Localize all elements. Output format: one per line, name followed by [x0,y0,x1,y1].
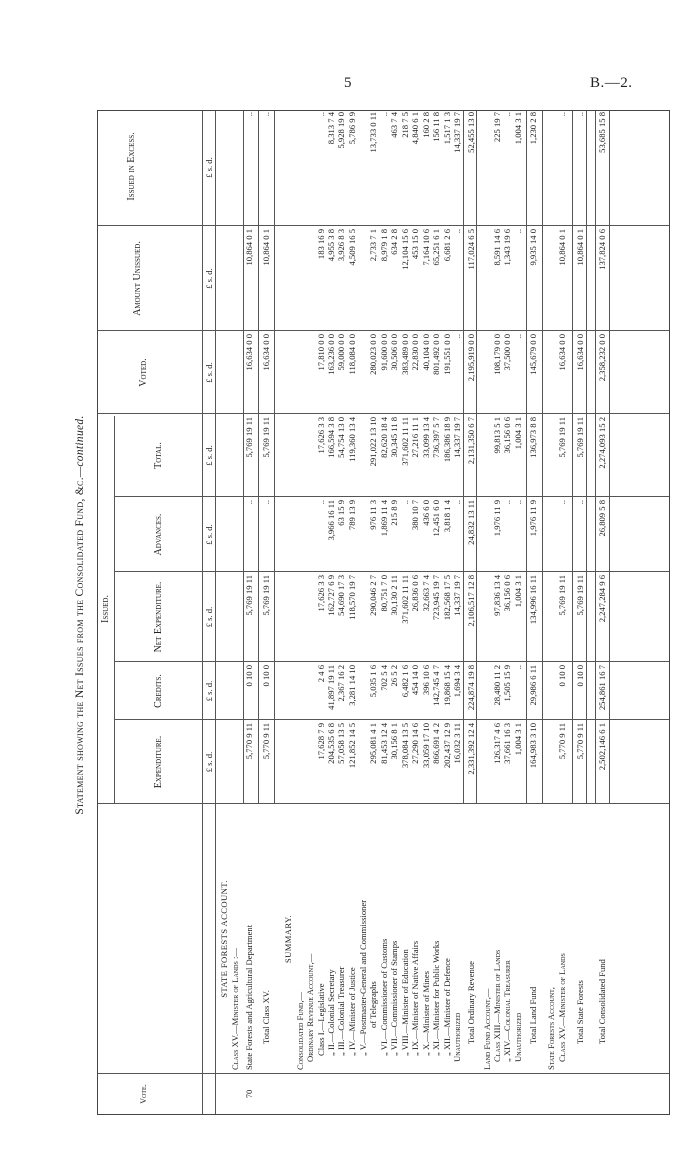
total-rule-3 [463,111,464,804]
cell-total: 2,274,093 15 2 [597,417,607,469]
total-rule-5 [526,111,527,804]
total-row [261,111,272,1114]
cell-excess: 1,004 3 1 [513,112,523,145]
cell-expenditure: 866,691 4 2 [431,723,441,764]
cell-excess: .. [244,112,254,117]
cell-label: Class XIII.—Minister of Lands [492,949,502,1062]
header-advances: Advances. [153,513,164,556]
header-voted: Voted. [138,358,149,387]
cell-total: 736,397 5 7 [431,417,441,458]
cell-expenditure: 5,770 9 11 [575,723,585,760]
table-row [452,111,463,1114]
cell-unissued: 10,864 0 1 [557,229,567,266]
cell-credits: 6,482 1 6 [400,665,410,698]
cell-label: „ VI.—Commissioner of Customs [379,938,389,1056]
cell-total: 2,131,350 6 7 [466,417,476,465]
cell-credits: 224,874 19 8 [466,665,476,711]
cell-voted: 16,634 0 0 [557,334,567,371]
cell-label: Unauthorized [452,1012,462,1062]
cell-label: Total Consolidated Fund [597,959,607,1044]
cell-voted: 16,634 0 0 [575,334,585,371]
cell-expenditure: 30,156 8 1 [389,723,399,760]
cell-advances: 3,966 16 11 [326,500,336,541]
cell-unissued: 8,591 14 6 [492,229,502,266]
cell-unissued: 4,955 3 8 [326,229,336,262]
cell-unissued: 65,251 6 1 [431,229,441,266]
cell-excess: 463 7 4 [389,112,399,138]
cell-label: SUMMARY. [283,914,293,964]
cell-credits: 0 10 0 [557,665,567,687]
table-row [513,111,524,1114]
cell-expenditure: 57,058 13 5 [336,723,346,764]
cell-voted: 163,236 0 0 [326,334,336,375]
cell-expenditure: 295,081 4 1 [368,723,378,764]
cell-voted: 22,830 0 0 [410,334,420,371]
cell-excess: .. [575,112,585,117]
cell-excess: .. [379,112,389,117]
cell-label: Consolidated Fund,— [295,991,305,1070]
header-expenditure: Expenditure. [153,735,164,789]
cell-label: „ IX.—Minister of Native Affairs [410,940,420,1056]
cell-net: 32,663 7 4 [421,575,431,612]
cell-excess: 1,517 1 3 [442,112,452,145]
header-net-expenditure: Net Expenditure. [153,581,164,653]
total-rule-7 [572,111,573,804]
total-row [528,111,539,1114]
total-rule-10 [609,111,610,804]
cell-advances: .. [400,500,410,505]
cell-unissued: 1,343 19 6 [502,229,512,266]
table-row [230,111,241,1114]
cell-advances: .. [452,500,462,505]
cell-advances: 1,976 11 9 [528,500,538,537]
cell-voted: 17,810 0 0 [316,334,326,371]
total-row [575,111,586,1114]
table-row [431,111,442,1114]
cell-voted: 16,634 0 0 [244,334,254,371]
cell-credits: 1,505 15 9 [502,665,512,702]
cell-excess: 53,685 15 8 [597,112,607,153]
document-reference: B.—2. [590,75,633,91]
cell-voted: 280,023 0 0 [368,334,378,375]
cell-expenditure: 164,983 3 10 [528,723,538,769]
cell-label: Total Ordinary Revenue [466,961,476,1044]
cell-expenditure: 121,852 14 5 [347,723,357,769]
cell-label: „ XIV.—Colonial Treasurer [502,960,512,1062]
cell-credits: 41,897 19 11 [326,665,336,710]
total-rule-1 [258,111,259,804]
cell-unissued: 7,164 10 6 [421,229,431,266]
cell-advances: 215 8 9 [389,500,399,526]
cell-net: 723,945 19 7 [431,575,441,621]
cell-net: 134,996 16 11 [528,575,538,625]
cell-advances: 436 6 0 [421,500,431,526]
cell-advances: 976 11 3 [368,500,378,530]
cell-net: 2,106,517 12 8 [466,575,476,627]
table-row [305,111,316,1114]
cell-expenditure: 5,770 9 11 [261,723,271,760]
cell-credits: 1,694 3 4 [452,665,462,698]
cell-excess: 13,733 0 11 [368,112,378,153]
cell-voted: 108,179 0 0 [492,334,502,375]
cell-label: Total State Forests [575,980,585,1044]
cell-net: 162,727 6 9 [326,575,336,616]
cell-label: STATE FORESTS ACCOUNT. [219,880,229,998]
cell-excess: 1,230 2 8 [528,112,538,145]
cell-voted: 801,492 0 0 [431,334,441,375]
table-row [557,111,568,1114]
cell-net: 290,046 2 7 [368,575,378,616]
cell-net: 36,156 0 6 [502,575,512,612]
table-row [410,111,421,1114]
cell-advances: 12,451 6 0 [431,500,441,537]
cell-voted: 30,506 0 0 [389,334,399,371]
cell-credits: 2 4 6 [316,665,326,683]
cell-label: „ II.—Colonial Secretary [326,969,336,1056]
cell-excess: 52,455 13 0 [466,112,476,153]
cell-total: 166,594 3 8 [326,417,336,458]
cell-total: 186,386 18 9 [442,417,452,463]
cell-advances: 1,869 11 4 [379,500,389,537]
cell-unissued: 9,935 14 0 [528,229,538,266]
table-row [546,111,557,1114]
cell-label: Unauthorized [513,1012,523,1062]
units-advances: £ s. d. [204,524,214,545]
cell-expenditure: 33,059 17 10 [421,723,431,769]
cell-net: 371,602 11 11 [400,575,410,624]
cell-total: 30,345 11 8 [389,417,399,458]
cell-advances: .. [557,500,567,505]
cell-credits: 3,281 14 10 [347,665,357,706]
cell-net: 14,337 19 7 [452,575,462,616]
cell-unissued: 10,864 0 1 [244,229,254,266]
cell-net: 97,836 13 4 [492,575,502,616]
cell-voted: 59,000 0 0 [336,334,346,371]
table-row [244,111,255,1114]
units-row [204,111,215,1114]
cell-excess: 5,786 9 9 [347,112,357,145]
cell-label: Total Class XV. [261,990,271,1044]
cell-unissued: 12,104 15 6 [400,229,410,270]
cell-total: 119,360 13 4 [347,417,357,462]
table-title [74,415,86,814]
cell-expenditure: 81,453 12 4 [379,723,389,764]
cell-net: 5,769 19 11 [244,575,254,616]
cell-credits: 0 10 0 [261,665,271,687]
cell-total: 14,337 19 7 [452,417,462,458]
cell-unissued: 634 2 8 [389,229,399,255]
cell-total: 291,022 13 10 [368,417,378,467]
cell-voted: 16,634 0 0 [261,334,271,371]
header-issued-in-excess: Issued in Excess. [126,132,137,201]
cell-unissued: .. [452,229,462,234]
cell-excess: 8,313 7 4 [326,112,336,145]
table-row [347,111,358,1114]
cell-unissued: .. [513,229,523,234]
units-excess: £ s. d. [204,157,214,178]
cell-credits: 0 10 0 [244,665,254,687]
total-rule-0 [243,111,244,804]
units-unissued: £ s. d. [204,268,214,289]
cell-unissued: 117,024 6 5 [466,229,476,270]
cell-advances: 63 15 9 [336,500,346,526]
cell-excess: 14,337 19 7 [452,112,462,153]
cell-advances: 24,832 13 11 [466,500,476,545]
table-row [502,111,513,1114]
header-rule-issued [114,416,115,804]
cell-label: „ XI.—Minister for Public Works [431,940,441,1056]
cell-advances: 1,976 11 9 [492,500,502,537]
total-rule-6 [542,111,543,804]
cell-voted: .. [452,334,462,339]
cell-expenditure: 378,084 13 5 [400,723,410,769]
cell-unissued: 3,926 8 3 [336,229,346,262]
table-row [336,111,347,1114]
cell-voted: 118,084 0 0 [347,334,357,375]
cell-excess: .. [261,112,271,117]
cell-total: 1,004 3 1 [513,417,523,450]
cell-voted: 145,679 0 0 [528,334,538,375]
header-amount-unissued: Amount Unissued. [132,241,143,316]
cell-advances: .. [513,500,523,505]
cell-unissued: 183 16 9 [316,229,326,260]
table-row [219,111,230,1114]
cell-total: 17,626 3 3 [316,417,326,454]
cell-voted: 191,551 0 0 [442,334,452,375]
cell-total: 54,754 13 0 [336,417,346,458]
cell-advances: 789 13 9 [347,500,357,531]
cell-net: 5,769 19 11 [261,575,271,616]
cell-credits: 19,868 15 4 [442,665,452,706]
cell-credits: 0 10 0 [575,665,585,687]
cell-unissued: 6,681 2 6 [442,229,452,262]
cell-label: „ IV.—Minister of Justice [347,967,357,1056]
cell-advances: .. [575,500,585,505]
units-voted: £ s. d. [204,362,214,383]
cell-label: Class I.—Legislative [316,983,326,1056]
cell-total: 371,602 11 11 [400,417,410,466]
cell-label: „ XII.—Minister of Defence [442,958,452,1056]
cell-net: 1,004 3 1 [513,575,523,608]
cell-unissued: 2,733 7 1 [368,229,378,262]
cell-total: 136,973 8 8 [528,417,538,458]
header-credits: Credits. [153,674,164,708]
cell-unissued: 8,979 1 8 [379,229,389,262]
cell-voted: 91,600 0 0 [379,334,389,371]
total-rule-9 [595,111,596,804]
cell-advances: .. [261,500,271,505]
cell-vote: 70 [244,1089,254,1099]
units-credits: £ s. d. [204,680,214,702]
cell-voted: 383,489 0 0 [400,334,410,375]
cell-unissued: 453 15 0 [410,229,420,260]
cell-credits: 254,861 16 7 [597,665,607,711]
units-expenditure: £ s. d. [204,751,214,773]
table-title-continued: —continued. [74,415,86,478]
table-row [283,111,294,1114]
cell-voted: 37,500 0 0 [502,334,512,371]
cell-total: 5,769 19 11 [557,417,567,458]
cell-excess: 4,840 6 1 [410,112,420,145]
cell-label: „ VII.—Commissioner of Stamps [389,940,399,1056]
cell-total: 99,813 5 1 [492,417,502,454]
cell-label: „ V.—Postmaster-General and Commissioner [358,899,368,1056]
cell-expenditure: 126,317 4 6 [492,723,502,764]
cell-net: 118,570 19 7 [347,575,357,620]
cell-total: 27,216 11 1 [410,417,420,458]
cell-label: Class XV.—Minister of Lands [557,953,567,1062]
cell-expenditure: 37,661 16 3 [502,723,512,764]
cell-total: 5,769 19 11 [575,417,585,458]
cell-unissued: 10,864 0 1 [575,229,585,266]
cell-label: Ordinary Revenue Account,— [305,953,315,1062]
cell-voted: 2,195,919 0 0 [466,334,476,382]
cell-excess: 5,928 19 0 [336,112,346,149]
cell-total: 33,099 13 4 [421,417,431,458]
cell-net: 80,751 7 0 [379,575,389,612]
cell-expenditure: 16,032 3 11 [452,723,462,764]
cell-expenditure: 5,770 9 11 [244,723,254,760]
cell-total: 5,769 19 11 [244,417,254,458]
cell-expenditure: 204,535 6 8 [326,723,336,764]
cell-credits: 2,367 16 2 [336,665,346,702]
cell-advances: 26,809 5 8 [597,500,607,537]
header-vote: Vote. [139,1084,148,1104]
cell-credits: 5,035 1 6 [368,665,378,698]
cell-excess: 225 19 7 [492,112,502,143]
total-row [597,111,608,1114]
units-net: £ s. d. [204,606,214,628]
cell-total: 5,769 19 11 [261,417,271,458]
cell-credits: 702 5 4 [379,665,389,691]
cell-advances: .. [316,500,326,505]
cell-label: Class XV.—Minister of Lands :— [230,948,240,1070]
cell-expenditure: 5,770 9 11 [557,723,567,760]
cell-excess: .. [502,112,512,117]
cell-credits: 29,986 6 11 [528,665,538,706]
cell-excess: .. [557,112,567,117]
cell-excess: 156 11 8 [431,112,441,142]
cell-label: „ VIII.—Minister of Education [400,949,410,1056]
table-row [389,111,400,1114]
cell-expenditure: 2,502,146 6 1 [597,723,607,771]
cell-label: of Telegraphs [368,981,378,1028]
cell-advances: .. [502,500,512,505]
cell-net: 54,690 17 3 [336,575,346,616]
cell-excess: 218 7 5 [400,112,410,138]
cell-credits: .. [513,665,523,670]
rotated-table-stage [97,110,670,1115]
cell-unissued: 10,864 0 1 [261,229,271,266]
cell-total: 82,620 18 4 [379,417,389,458]
cell-label: „ X.—Minister of Mines [421,971,431,1056]
table-row [368,111,379,1114]
cell-unissued: 137,824 0 6 [597,229,607,270]
cell-expenditure: 17,628 7 9 [316,723,326,760]
cell-voted: .. [513,334,523,339]
cell-expenditure: 202,437 12 9 [442,723,452,769]
header-rule-bottom [202,111,203,1114]
cell-credits: 454 14 0 [410,665,420,696]
cell-advances: 3,818 1 4 [442,500,452,533]
units-total: £ s. d. [204,445,214,466]
page-number: 5 [344,75,352,91]
cell-excess: 160 2 8 [421,112,431,138]
cell-excess: .. [316,112,326,117]
total-rule-4 [476,111,477,804]
total-rule-2 [274,111,275,804]
cell-credits: 142,745 4 7 [431,665,441,706]
cell-expenditure: 1,004 3 1 [513,723,523,756]
cell-credits: 396 10 6 [421,665,431,696]
cell-voted: 2,358,232 0 0 [597,334,607,382]
cell-net: 5,769 19 11 [557,575,567,616]
cell-label: State Forests Account, [546,987,556,1070]
cell-net: 5,769 19 11 [575,575,585,616]
header-issued-group: Issued. [100,595,111,624]
cell-net: 182,568 17 5 [442,575,452,621]
table-title-main: Statement showing the Net Issues from the Consolidated Fund, &c. [74,477,86,815]
cell-credits: 28,480 11 2 [492,665,502,706]
cell-label: Land Fund Account,— [482,988,492,1070]
cell-voted: 40,104 0 0 [421,334,431,371]
units-rule-bottom [215,111,216,1114]
cell-net: 30,130 2 11 [389,575,399,616]
issues-table [97,110,670,1115]
cell-net: 17,626 3 3 [316,575,326,612]
total-rule-8 [586,111,587,804]
cell-label: Total Land Fund [528,986,538,1044]
cell-net: 26,836 0 6 [410,575,420,612]
cell-advances: 380 10 7 [410,500,420,531]
cell-credits: 26 5 2 [389,665,399,687]
cell-label: „ III.—Colonial Treasurer [336,966,346,1056]
cell-label: State Forests and Agricultural Department [244,924,254,1070]
cell-net: 2,247,284 9 6 [597,575,607,623]
cell-expenditure: 27,290 14 6 [410,723,420,764]
cell-total: 36,156 0 6 [502,417,512,454]
cell-unissued: 4,509 16 5 [347,229,357,266]
cell-expenditure: 2,331,392 12 4 [466,723,476,775]
header-total: Total. [153,442,164,469]
cell-advances: .. [244,500,254,505]
